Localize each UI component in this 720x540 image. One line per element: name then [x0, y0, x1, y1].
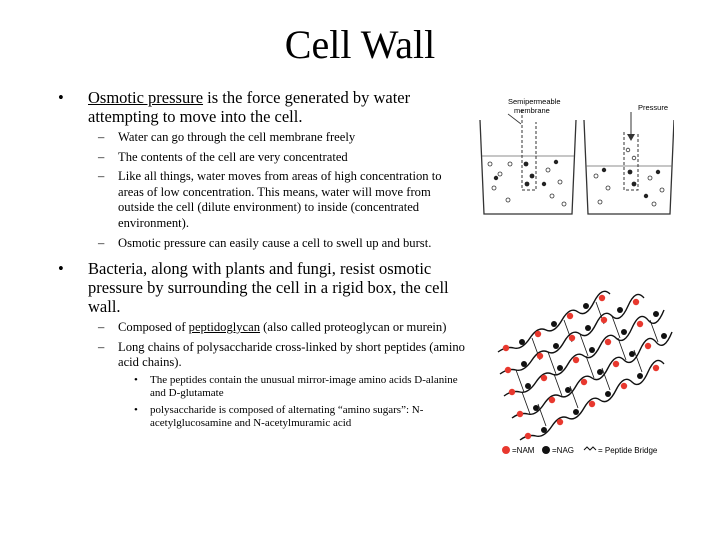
figure-legend: [502, 446, 658, 455]
sub-sub-bullet: [56, 374, 466, 401]
term-osmotic-pressure: Osmotic pressure: [88, 88, 204, 107]
left-beaker-icon: [480, 120, 576, 214]
legend-bridge-label: = Peptide Bridge: [598, 446, 658, 455]
dash-icon: –: [98, 149, 105, 164]
membrane-label: Semipermeable: [508, 97, 561, 106]
bullet-cell-wall: [56, 259, 466, 316]
slide-title: Cell Wall: [284, 22, 436, 67]
dash-icon: –: [98, 130, 105, 144]
sub-bullet-text: The contents of the cell are very concentrated: [118, 149, 348, 164]
sub-bullet: [56, 130, 466, 146]
sub-bullet: [56, 169, 466, 231]
dash-icon: –: [98, 169, 105, 184]
bullet-osmotic-pressure: [56, 88, 466, 126]
bullet-dot-icon: •: [134, 403, 138, 416]
glycan-strands: [498, 291, 672, 440]
sub-bullet-text: Composed of: [118, 320, 189, 335]
bullet-dot-icon: •: [58, 259, 64, 279]
solute-particles-filled: [494, 160, 660, 198]
left-membrane-tube: [522, 110, 536, 190]
sub-sub-bullet: [56, 404, 466, 431]
sub-sub-bullet-text: polysaccharide is composed of alternating “amino sugars”: N-acetylglucosamine and N-acetylmuramic acid: [150, 403, 424, 430]
bullet-text: Bacteria, along with plants and fungi, resist osmotic pressure by surrounding the cell in a rigid box, the cell wall.: [88, 259, 449, 317]
dash-icon: –: [98, 339, 105, 354]
bullet-dot-icon: •: [134, 373, 138, 386]
sub-bullet: [56, 340, 466, 371]
sub-bullet-text: Like all things, water moves from areas of high concentration to areas of low concentration. This means, water will move from outside the cell (dilute environment) to inside (concentrated environment).: [118, 169, 442, 230]
osmosis-beakers-figure: [474, 92, 674, 220]
sub-bullet-text: (also called proteoglycan or murein): [260, 320, 447, 335]
dash-icon: –: [98, 320, 105, 335]
sub-bullet: [56, 320, 466, 336]
sub-bullet: [56, 150, 466, 166]
term-peptidoglycan: peptidoglycan: [188, 320, 261, 335]
sub-bullet-text: Osmotic pressure can easily cause a cell to swell up and burst.: [118, 235, 432, 250]
pressure-arrow-icon: [627, 134, 635, 141]
legend-nam-label: =NAM: [512, 446, 535, 455]
bridge-legend-icon: [584, 447, 596, 450]
peptidoglycan-figure: [492, 278, 682, 464]
legend-nag-label: =NAG: [552, 446, 575, 455]
nam-legend-icon: [502, 446, 510, 454]
dash-icon: –: [98, 235, 105, 250]
sub-bullet-text: Long chains of polysaccharide cross-linked by short peptides (amino acid chains).: [118, 339, 465, 370]
nag-legend-icon: [542, 446, 550, 454]
slide-content: [56, 88, 466, 431]
pressure-label: Pressure: [638, 103, 669, 112]
sub-bullet: [56, 236, 466, 252]
sub-bullet-text: Water can go through the cell membrane freely: [118, 130, 356, 144]
bullet-dot-icon: •: [58, 88, 64, 107]
membrane-pointer-line: [508, 114, 521, 124]
membrane-label: membrane: [514, 106, 550, 115]
bullet-text: is the force generated by water attempting to move into the cell.: [88, 88, 411, 126]
sub-sub-bullet-text: The peptides contain the unusual mirror-image amino acids D-alanine and D-glutamate: [150, 373, 458, 400]
